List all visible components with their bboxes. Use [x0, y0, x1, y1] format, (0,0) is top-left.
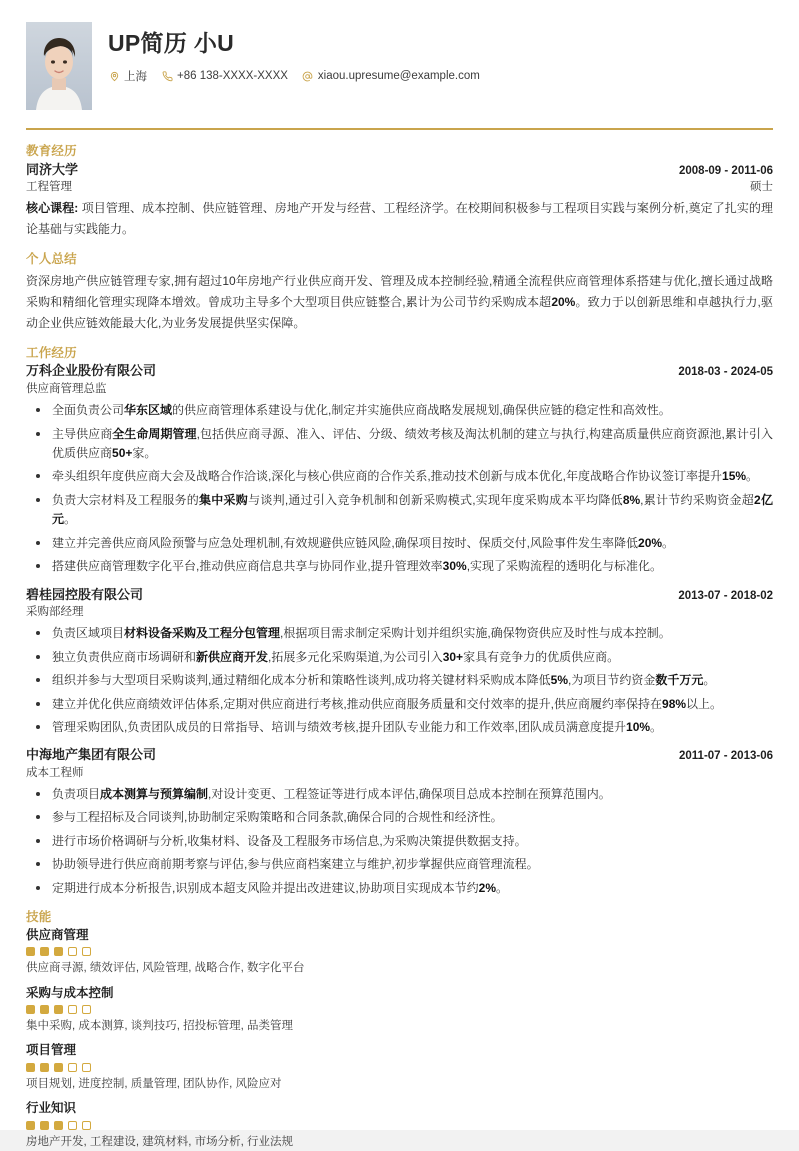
skill-keywords: 房地产开发, 工程建设, 建筑材料, 市场分析, 行业法规 [26, 1135, 294, 1148]
summary-text: 资深房地产供应链管理专家,拥有超过10年房地产行业供应商开发、管理及成本控制经验,精通全流程供应商管理体系搭建与优化,擅长通过战略采购和精细化管理实现降本增效。曾成功主导多个大型项目供应链整合,累计为公司节约采购成本超20%。致力于以创新思维和卓越执行力,驱动企业供应链效能最大化,为业务发展提供坚实保障。 [26, 273, 773, 330]
skill-dot-empty [68, 1005, 77, 1014]
section-title-experience: 工作经历 [26, 345, 77, 360]
company-name: 碧桂园控股有限公司 [26, 586, 144, 602]
responsibility-item: 负责项目成本测算与预算编制,对设计变更、工程签证等进行成本评估,确保项目总成本控制在预算范围内。 [26, 785, 773, 804]
skill-dot-empty [82, 1005, 91, 1014]
skill-dot-filled [40, 947, 49, 956]
experience-entry [26, 586, 773, 738]
education-entry [26, 161, 773, 241]
education-major: 工程管理 [26, 181, 72, 194]
skill-dot-filled [54, 1005, 63, 1014]
skill-dot-filled [40, 1121, 49, 1130]
company-name: 中海地产集团有限公司 [26, 747, 157, 763]
skill-dot-filled [40, 1005, 49, 1014]
responsibility-list [26, 624, 773, 737]
skill-dot-empty [68, 1063, 77, 1072]
responsibility-item: 负责大宗材料及工程服务的集中采购与谈判,通过引入竞争机制和创新采购模式,实现年度采购成本平均降低8%,累计节约采购资金超2亿元。 [26, 491, 773, 530]
section-experience [26, 346, 773, 898]
section-title-summary: 个人总结 [26, 252, 77, 267]
skill-dot-empty [82, 947, 91, 956]
school-name: 同济大学 [26, 161, 79, 177]
header-divider [26, 128, 773, 130]
skill-item [26, 1100, 773, 1151]
email-at-icon [302, 70, 314, 82]
skill-dot-filled [54, 1063, 63, 1072]
section-summary [26, 252, 773, 334]
responsibility-item: 进行市场价格调研与分析,收集材料、设备及工程服务市场信息,为采购决策提供数据支持。 [26, 832, 773, 851]
job-title: 供应商管理总监 [26, 383, 107, 395]
skill-item [26, 1042, 773, 1093]
skill-dot-filled [54, 947, 63, 956]
skill-level-meter [26, 947, 773, 956]
skill-item [26, 985, 773, 1036]
experience-entry [26, 746, 773, 898]
employment-dates: 2018-03 - 2024-05 [678, 366, 773, 379]
skill-dot-empty [68, 1121, 77, 1130]
responsibility-item: 组织并参与大型项目采购谈判,通过精细化成本分析和策略性谈判,成功将关键材料采购成本降低5%,为项目节约资金数千万元。 [26, 671, 773, 690]
responsibility-item: 牵头组织年度供应商大会及战略合作洽谈,深化与核心供应商的合作关系,推动技术创新与成本优化,年度战略合作协议签订率提升15%。 [26, 467, 773, 486]
contact-phone [161, 70, 288, 82]
contact-email-value: xiaou.upresume@example.com [317, 70, 480, 83]
skill-dot-filled [26, 1121, 35, 1130]
responsibility-item: 参与工程招标及合同谈判,协助制定采购策略和合同条款,确保合同的合规性和经济性。 [26, 808, 773, 827]
location-pin-icon [108, 70, 120, 82]
experience-list [26, 362, 773, 898]
responsibility-item: 协助领导进行供应商前期考察与评估,参与供应商档案建立与维护,初步掌握供应商管理流程。 [26, 855, 773, 874]
skill-level-meter [26, 1005, 773, 1014]
contact-location-value: 上海 [124, 71, 147, 84]
education-courses [26, 198, 773, 240]
employment-dates: 2013-07 - 2018-02 [678, 589, 773, 602]
skill-keywords: 集中采购, 成本测算, 谈判技巧, 招投标管理, 品类管理 [26, 1020, 294, 1033]
resume-header [26, 22, 773, 118]
responsibility-item: 定期进行成本分析报告,识别成本超支风险并提出改进建议,协助项目实现成本节约2%。 [26, 879, 773, 898]
skill-dot-filled [26, 947, 35, 956]
responsibility-item: 全面负责公司华东区域的供应商管理体系建设与优化,制定并实施供应商战略发展规划,确保供应链的稳定性和高效性。 [26, 401, 773, 420]
candidate-name: UP简历 小U [108, 30, 235, 56]
skill-dot-filled [26, 1005, 35, 1014]
responsibility-item: 管理采购团队,负责团队成员的日常指导、培训与绩效考核,提升团队专业能力和工作效率,团队成员满意度提升10%。 [26, 718, 773, 737]
job-title: 成本工程师 [26, 766, 84, 779]
avatar [26, 22, 92, 110]
section-title-skills: 技能 [26, 910, 52, 925]
responsibility-item: 建立并完善供应商风险预警与应急处理机制,有效规避供应链风险,确保项目按时、保质交付,风险事件发生率降低20%。 [26, 534, 773, 553]
employment-dates: 2011-07 - 2013-06 [679, 750, 773, 763]
job-title: 采购部经理 [26, 606, 84, 619]
section-education [26, 144, 773, 240]
responsibility-item: 主导供应商全生命周期管理,包括供应商寻源、准入、评估、分级、绩效考核及淘汰机制的建立与执行,构建高质量供应商资源池,累计引入优质供应商50+家。 [26, 425, 773, 464]
contact-location [108, 68, 147, 84]
skill-keywords: 供应商寻源, 绩效评估, 风险管理, 战略合作, 数字化平台 [26, 962, 305, 975]
skill-name: 采购与成本控制 [26, 985, 114, 1000]
skill-item [26, 927, 773, 978]
company-name: 万科企业股份有限公司 [26, 363, 157, 379]
skill-name: 供应商管理 [26, 927, 89, 942]
skill-dot-empty [82, 1063, 91, 1072]
skill-level-meter [26, 1121, 773, 1130]
courses-text: 项目管理、成本控制、供应链管理、房地产开发与经营、工程经济学。在校期间积极参与工程项目实践与案例分析,奠定了扎实的理论基础与实践能力。 [26, 201, 773, 237]
section-title-education: 教育经历 [26, 144, 77, 158]
section-skills [26, 910, 773, 1151]
responsibility-list [26, 785, 773, 898]
responsibility-list [26, 401, 773, 577]
responsibility-item: 独立负责供应商市场调研和新供应商开发,拓展多元化采购渠道,为公司引入30+家具有竞争力的优质供应商。 [26, 648, 773, 667]
responsibility-item: 建立并优化供应商绩效评估体系,定期对供应商进行考核,推动供应商服务质量和交付效率的提升,供应商履约率保持在98%以上。 [26, 695, 773, 714]
skill-keywords: 项目规划, 进度控制, 质量管理, 团队协作, 风险应对 [26, 1077, 282, 1090]
education-degree: 硕士 [750, 181, 773, 194]
responsibility-item: 负责区域项目材料设备采购及工程分包管理,根据项目需求制定采购计划并组织实施,确保物资供应及时性与成本控制。 [26, 624, 773, 643]
skill-dot-filled [26, 1063, 35, 1072]
responsibility-item: 搭建供应商管理数字化平台,推动供应商信息共享与协同作业,提升管理效率30%,实现了采购流程的透明化与标准化。 [26, 557, 773, 576]
phone-icon [161, 70, 173, 82]
education-dates: 2008-09 - 2011-06 [679, 164, 773, 177]
contact-row [108, 68, 773, 84]
contact-phone-value: +86 138-XXXX-XXXX [177, 70, 288, 83]
skill-name: 项目管理 [26, 1043, 77, 1058]
skill-dot-empty [82, 1121, 91, 1130]
contact-email [302, 70, 480, 82]
skill-dot-filled [40, 1063, 49, 1072]
experience-entry [26, 362, 773, 576]
skills-list [26, 927, 773, 1151]
skill-level-meter [26, 1063, 773, 1072]
courses-label: 核心课程: [26, 201, 79, 216]
skill-name: 行业知识 [26, 1101, 77, 1116]
skill-dot-filled [54, 1121, 63, 1130]
skill-dot-empty [68, 947, 77, 956]
identity-block [108, 22, 773, 84]
